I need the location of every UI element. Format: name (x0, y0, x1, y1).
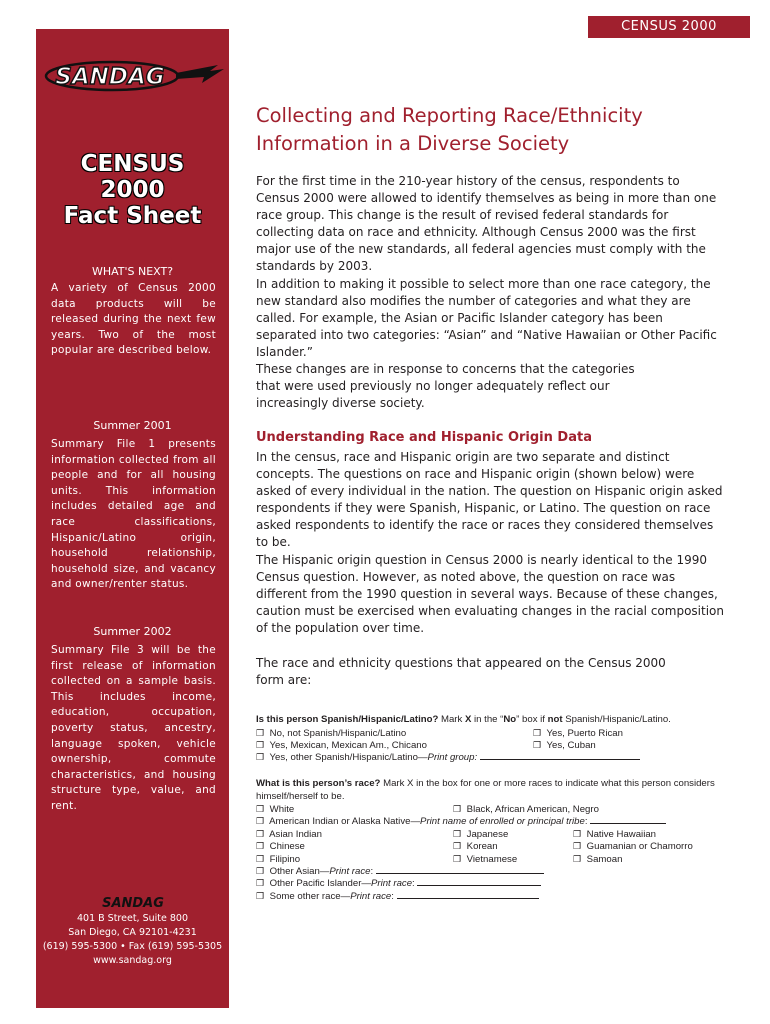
intro-paragraph: For the first time in the 210-year history of the census, respondents to Census 2000 were allowed to identify themselves as being in more than one race group. This change is the result of revised federal standards for collecting data on race and ethnicity. Although Census 2000 was the first major use of the new standards, all federal agencies must comply with the standards by 2003. (256, 174, 717, 274)
summer-2001-heading: Summer 2001 (93, 419, 172, 432)
checkbox-icon[interactable]: ❒ (256, 841, 265, 852)
hispanic-question-paragraph: The Hispanic origin question in Census 2000 is nearly identical to the 1990 Census question. However, as noted above, the question on race was different from the 1990 question in several ways. Because of these changes, caution must be exercised when evaluating changes in the racial composition of the population over time. (256, 553, 724, 636)
fact-sheet-title-line3: Fact Sheet (63, 203, 202, 229)
checkbox-icon[interactable]: ❒ (256, 727, 265, 738)
option-other-asian[interactable]: ❒ Other Asian—Print race: (256, 865, 544, 879)
tribe-line[interactable] (590, 815, 666, 824)
option-asian-indian[interactable]: ❒ Asian Indian (256, 828, 322, 840)
checkbox-icon[interactable]: ❒ (256, 816, 265, 827)
option-not-hispanic[interactable]: ❒ No, not Spanish/Hispanic/Latino (256, 727, 407, 739)
sandag-logo-text: SANDAG (55, 64, 165, 90)
other-pacific-islander-line[interactable] (417, 877, 541, 886)
checkbox-icon[interactable]: ❒ (256, 890, 265, 901)
checkbox-icon[interactable]: ❒ (256, 878, 265, 889)
checkbox-icon[interactable]: ❒ (533, 727, 542, 738)
checkbox-icon[interactable]: ❒ (256, 752, 265, 763)
checkbox-icon[interactable]: ❒ (453, 828, 462, 839)
option-black[interactable]: ❒ Black, African American, Negro (453, 804, 599, 815)
form-intro-paragraph: The race and ethnicity questions that appeared on the Census 2000 form are: (256, 656, 666, 688)
option-other-pacific-islander[interactable]: ❒ Other Pacific Islander—Print race: (256, 877, 541, 891)
option-filipino[interactable]: ❒ Filipino (256, 853, 301, 865)
checkbox-icon[interactable]: ❒ (256, 739, 265, 750)
fact-sheet-title-line1: CENSUS (80, 151, 185, 177)
option-korean[interactable]: ❒ Korean (453, 841, 498, 853)
option-cuban[interactable]: ❒ Yes, Cuban (533, 739, 596, 751)
checkbox-icon[interactable]: ❒ (453, 804, 462, 814)
category-paragraph: In addition to making it possible to select more than one race category, the new standard also modifies the number of categories and what they are called. For example, the Asian or Pacific Islander category has been separated into two categories: “Asian” and “Native Hawaiian or Other Pacific Islander.” (256, 277, 717, 360)
hispanic-question (256, 714, 728, 764)
summer-2002-text: Summary File 3 will be the first release of information collected on a sample basis. This includes income, education, occupation, poverty status, ancestry, language spoken, vehicle ownership, commute characteristics, and housing structure type, value, and rent. (51, 644, 216, 812)
census-2000-badge: CENSUS 2000 (588, 16, 750, 38)
option-white[interactable]: ❒ White (256, 804, 295, 815)
footer-address-line1: 401 B Street, Suite 800 (76, 913, 188, 924)
concerns-paragraph: These changes are in response to concerns that the categories that were used previously no longer adequately reflect our increasingly diverse society. (256, 362, 635, 411)
option-puerto-rican[interactable]: ❒ Yes, Puerto Rican (533, 727, 623, 739)
page-title (256, 102, 726, 158)
option-guamanian[interactable]: ❒ Guamanian or Chamorro (573, 841, 693, 853)
summer-2001-text: Summary File 1 presents information collected from all people and for all housing units. This information includes detailed age and race classifications, Hispanic/Latino origin, household relationship, household size, and vacancy and owner/renter status. (51, 438, 216, 591)
footer-address (36, 912, 229, 968)
option-mexican[interactable]: ❒ Yes, Mexican, Mexican Am., Chicano (256, 739, 427, 751)
checkbox-icon[interactable]: ❒ (256, 853, 265, 864)
footer-address-line2: San Diego, CA 92101-4231 (68, 927, 197, 938)
option-some-other-race[interactable]: ❒ Some other race—Print race: (256, 890, 539, 904)
option-samoan[interactable]: ❒ Samoan (573, 853, 623, 865)
some-other-race-line[interactable] (397, 890, 539, 899)
checkbox-icon[interactable]: ❒ (453, 853, 462, 864)
option-american-indian[interactable]: ❒ American Indian or Alaska Native—Print name of enrolled or principal tribe: (256, 815, 666, 829)
fact-sheet-title-line2: 2000 (100, 177, 165, 203)
page-title-line2: Information in a Diverse Society (256, 132, 570, 155)
sandag-logo (42, 59, 226, 93)
checkbox-icon[interactable]: ❒ (256, 865, 265, 876)
sandag-footer-logo-text: SANDAG (102, 896, 164, 909)
race-question-text: What is this person’s race? Mark X in the box for one or more races to indicate what this person considers himself/herself to be. (256, 778, 715, 802)
checkbox-icon[interactable]: ❒ (573, 841, 582, 852)
sandag-footer-logo (92, 895, 174, 909)
sidebar (36, 29, 229, 1008)
option-japanese[interactable]: ❒ Japanese (453, 828, 509, 840)
checkbox-icon[interactable]: ❒ (573, 828, 582, 839)
race-origin-paragraph: In the census, race and Hispanic origin are two separate and distinct concepts. The questions on race and Hispanic origin (shown below) were asked of every individual in the nation. The question on Hispanic origin asked respondents if they were Spanish, Hispanic, or Latino. The question on race asked respondents to identify the race or races they considered themselves to be. (256, 450, 723, 550)
checkbox-icon[interactable]: ❒ (533, 739, 542, 750)
checkbox-icon[interactable]: ❒ (573, 853, 582, 864)
option-native-hawaiian[interactable]: ❒ Native Hawaiian (573, 828, 656, 840)
whats-next-text: A variety of Census 2000 data products will be released during the next few years. Two of the most popular are described below. (51, 282, 216, 357)
option-other-hispanic[interactable]: ❒ Yes, other Spanish/Hispanic/Latino—Print group: (256, 751, 640, 765)
footer-phone: (619) 595-5300 • Fax (619) 595-5305 (42, 941, 223, 952)
whats-next-heading: WHAT'S NEXT? (91, 265, 174, 278)
checkbox-icon[interactable]: ❒ (453, 841, 462, 852)
section-heading: Understanding Race and Hispanic Origin Data (256, 430, 592, 445)
option-chinese[interactable]: ❒ Chinese (256, 841, 305, 853)
option-vietnamese[interactable]: ❒ Vietnamese (453, 853, 518, 865)
print-group-line[interactable] (480, 751, 640, 760)
other-asian-line[interactable] (376, 865, 544, 874)
summer-2002-heading: Summer 2002 (93, 625, 172, 638)
checkbox-icon[interactable]: ❒ (256, 804, 265, 814)
fact-sheet-title (36, 151, 229, 229)
page-title-line1: Collecting and Reporting Race/Ethnicity (256, 104, 643, 127)
footer-website: www.sandag.org (93, 955, 172, 966)
race-question (256, 778, 728, 902)
checkbox-icon[interactable]: ❒ (256, 828, 265, 839)
hispanic-question-text: Is this person Spanish/Hispanic/Latino? Mark X in the “No” box if not Spanish/Hispanic/Latino. (256, 714, 671, 725)
